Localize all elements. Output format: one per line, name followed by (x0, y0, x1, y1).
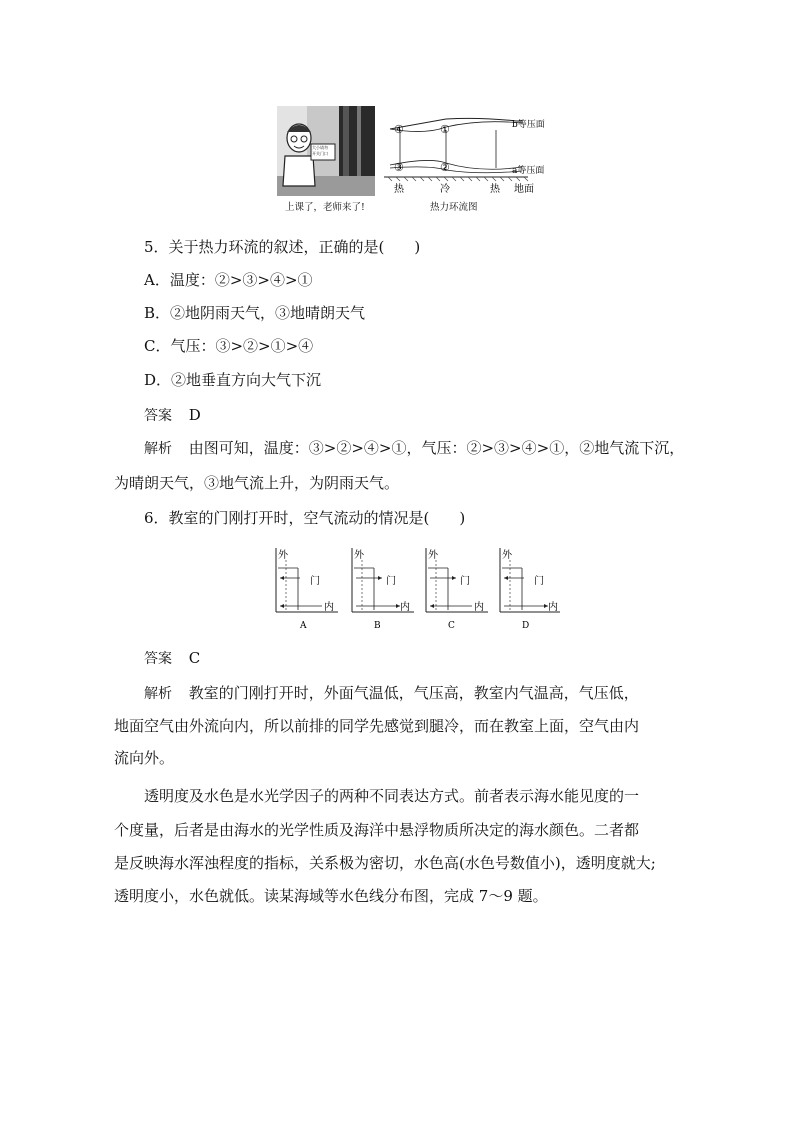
door-b-outside-label: 外 (354, 550, 364, 561)
passage-line-1: 透明度及水色是水光学因子的两种不同表达方式。前者表示海水能见度的一 (144, 787, 640, 805)
q6-answer-label: 答案 (144, 651, 172, 667)
passage-line-3: 是反映海水浑浊程度的指标，关系极为密切，水色高(水色号数值小)，透明度就大; (114, 854, 656, 872)
q6-analysis-label: 解析 (144, 686, 172, 702)
passage-line-2: 个度量，后者是由海水的光学性质及海洋中悬浮物质所决定的海水颜色。二者都 (114, 821, 640, 839)
door-b-door-label: 门 (386, 576, 396, 587)
ground-label-hot-right: 热 (490, 184, 500, 195)
ground-label-surface: 地面 (514, 184, 534, 195)
door-c-door-label: 门 (460, 576, 470, 587)
thermal-circulation-diagram (380, 113, 560, 199)
door-option-b-label: B (374, 621, 381, 631)
q6-analysis-line-3: 流向外。 (114, 749, 175, 767)
q5-analysis-line-1 (144, 438, 684, 459)
isobar-b-label: b等压面 (512, 120, 545, 130)
isobar-a-line (390, 160, 522, 169)
door-b-inside-label: 内 (400, 602, 410, 613)
door-c-inside-label: 内 (474, 602, 484, 613)
door-a-inside-label: 内 (324, 602, 334, 613)
door-diagram-graphics (270, 544, 560, 632)
door-option-a-label: A (300, 621, 307, 631)
door-c-outside-label: 外 (428, 550, 438, 561)
q5-option-c: C．气压：③>②>①>④ (144, 337, 314, 355)
q5-answer-label: 答案 (144, 408, 172, 424)
door-d-inside-label: 内 (548, 602, 558, 613)
q6-stem: 6．教室的门刚打开时，空气流动的情况是( ) (144, 509, 466, 527)
door-a-outside-label: 外 (278, 550, 288, 561)
q5-option-b: B．②地阴雨天气，③地晴朗天气 (144, 304, 366, 322)
point-2-label: ② (440, 161, 450, 174)
q5-stem: 5．关于热力环流的叙述，正确的是( ) (144, 238, 421, 256)
door-d-outside-label: 外 (502, 550, 512, 561)
q5-analysis-label: 解析 (144, 441, 172, 457)
q5-option-d: D．②地垂直方向大气下沉 (144, 371, 322, 389)
ground-label-hot-left: 热 (394, 184, 404, 195)
passage-line-4: 透明度小，水色就低。读某海域等水色线分布图，完成 7～9 题。 (114, 887, 548, 905)
q5-analysis-text-1: 由图可知，温度：③>②>④>①，气压：②>③>④>①，②地气流下沉， (188, 439, 685, 457)
point-3-label: ③ (394, 161, 404, 174)
door-d-door-label: 门 (534, 576, 544, 587)
photo-sign-text: 大小请勿 开关门口 (312, 145, 328, 156)
door-a-door-label: 门 (310, 576, 320, 587)
q6-analysis-text-1: 教室的门刚打开时，外面气温低，气压高，教室内气温高，气压低， (188, 684, 639, 702)
q6-analysis-line-1 (144, 683, 639, 704)
point-4-label: ④ (394, 123, 404, 136)
point-1-label: ① (440, 123, 450, 136)
door-diagrams (270, 544, 560, 632)
q5-analysis-line-2: 为晴朗天气，③地气流上升，为阴雨天气。 (114, 474, 400, 492)
isobar-a-label: a等压面 (512, 166, 545, 176)
circulation-caption: 热力环流图 (430, 202, 478, 213)
q6-answer-value: C (188, 649, 201, 667)
q5-answer-value: D (188, 406, 201, 424)
door-option-d-label: D (522, 621, 530, 631)
q6-answer (144, 648, 200, 669)
isobar-b-line (390, 118, 522, 129)
q6-analysis-line-2: 地面空气由外流向内，所以前排的同学先感觉到腿冷，而在教室上面，空气由内 (114, 717, 640, 735)
q5-answer (144, 405, 201, 426)
photo-caption: 上课了，老师来了! (285, 202, 365, 213)
door-option-c-label: C (448, 621, 455, 631)
q5-option-a: A．温度：②>③>④>① (144, 271, 313, 289)
classroom-photo (277, 106, 375, 196)
ground-label-cold: 冷 (440, 184, 450, 195)
